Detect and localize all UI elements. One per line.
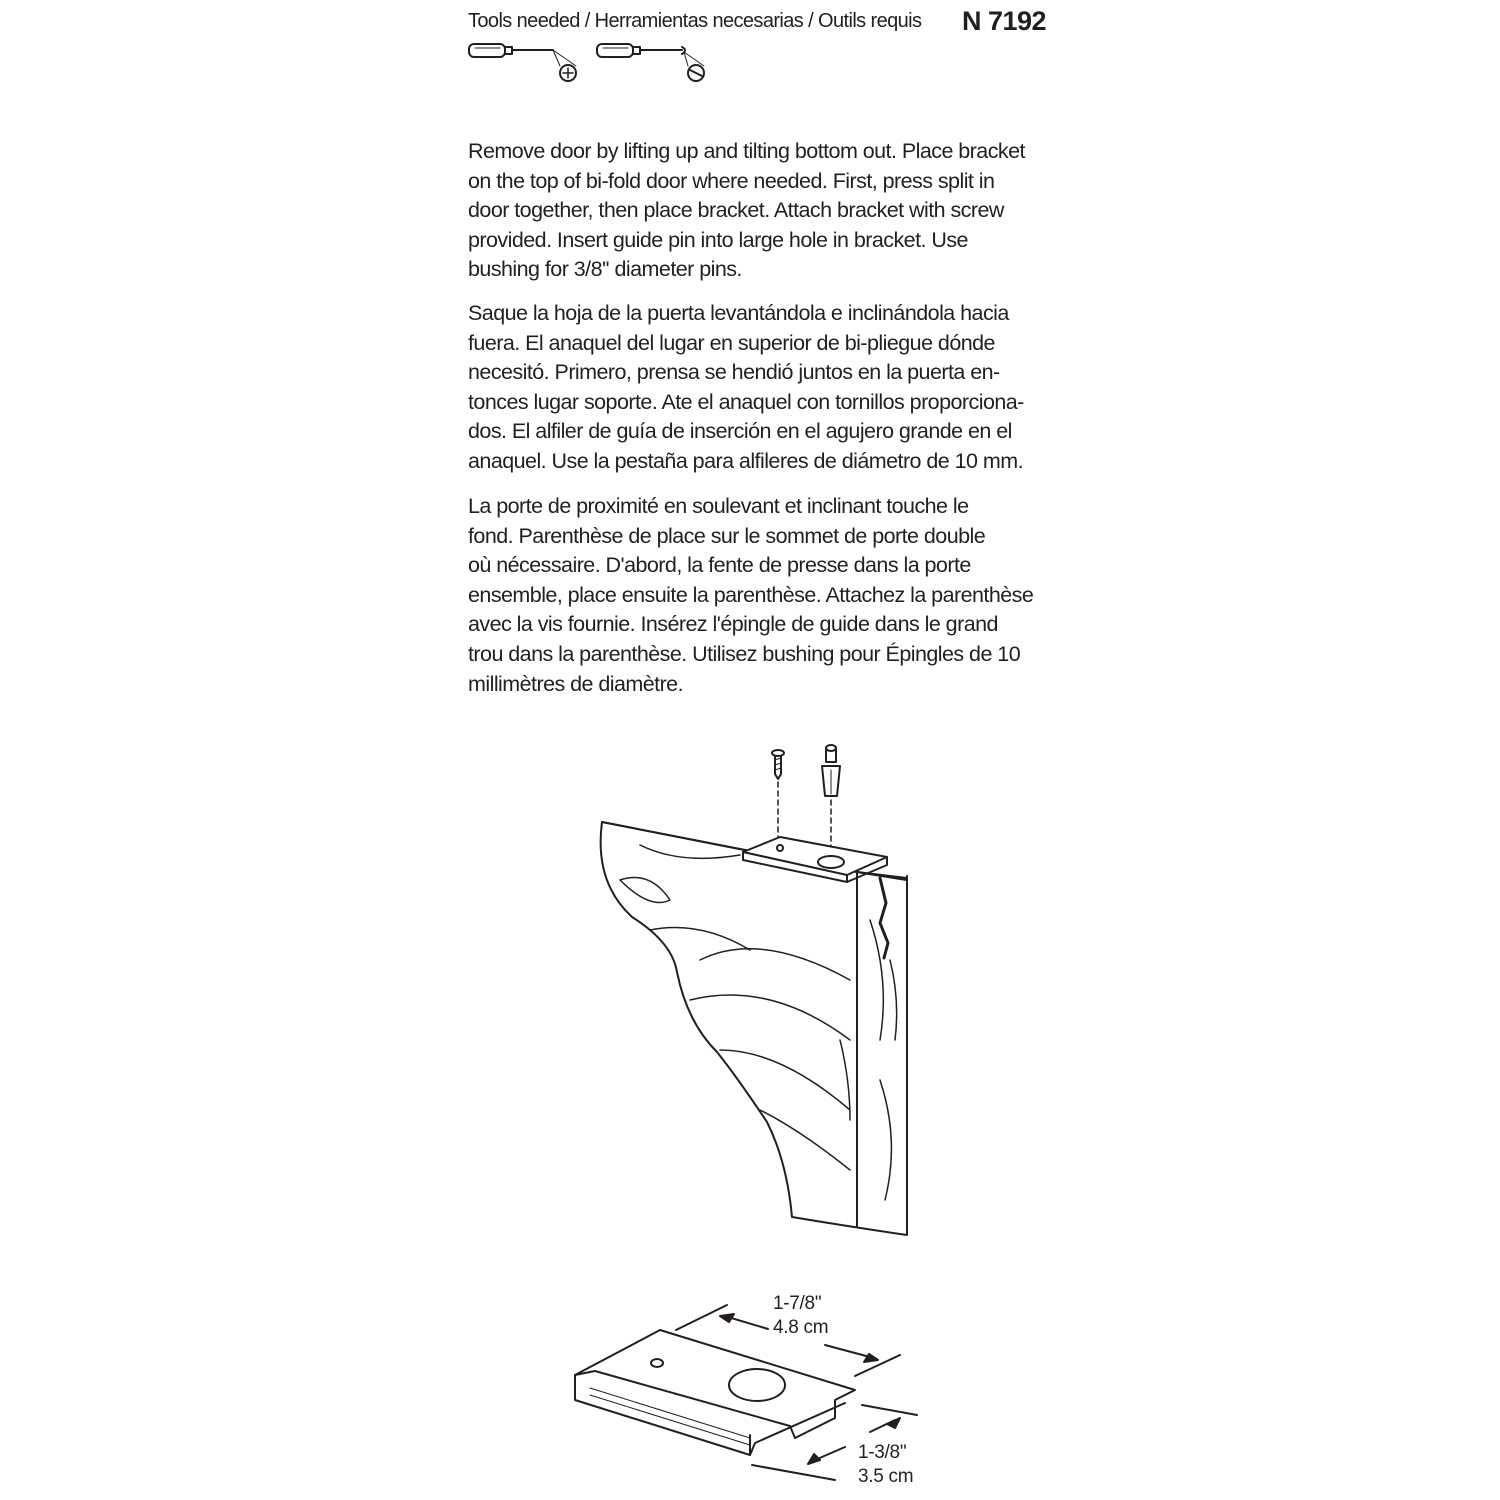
text-line: dos. El alfiler de guía de inserción en el agujero grande en el	[468, 419, 1012, 444]
text-line: Remove door by lifting up and tilting bottom out. Place bracket	[468, 139, 1025, 163]
text-line: door together, then place bracket. Attach bracket with screw	[468, 198, 1004, 223]
phillips-screwdriver-icon	[469, 44, 576, 81]
text-line: millimètres de diamètre.	[468, 671, 684, 696]
text-line: necesitó. Primero, prensa se hendió juntos en la puerta en-	[468, 360, 1000, 385]
length-cm: 4.8 cm	[773, 1317, 829, 1338]
guide-pin-icon	[822, 745, 840, 858]
text-line: trou dans la parenthèse. Utilisez bushing pour Épingles de 10	[468, 641, 1021, 666]
instructions-english	[468, 137, 1025, 285]
width-cm: 3.5 cm	[858, 1466, 914, 1487]
text-line: avec la vis fournie. Insérez l'épingle de guide dans le grand	[468, 612, 998, 637]
text-line: on the top of bi-fold door where needed. First, press split in	[468, 168, 995, 193]
screw-icon	[772, 750, 784, 842]
text-line: où nécessaire. D'abord, la fente de presse dans la porte	[468, 553, 971, 578]
text-line: bushing for 3/8'' diameter pins.	[468, 257, 742, 282]
text-line: fuera. El anaquel del lugar en superior de bi-pliegue dónde	[468, 330, 995, 355]
instructions-french	[468, 492, 1033, 699]
length-inches: 1-7/8''	[773, 1293, 822, 1314]
instructions-spanish	[468, 299, 1024, 477]
text-line: provided. Insert guide pin into large hole in bracket. Use	[468, 227, 968, 252]
text-line: Saque la hoja de la puerta levantándola e inclinándola hacia	[468, 301, 1009, 325]
flathead-screwdriver-icon	[597, 44, 704, 81]
width-dimension-label	[858, 1441, 913, 1489]
text-line: La porte de proximité en soulevant et inclinant touche le	[468, 494, 969, 518]
model-number: N 7192	[962, 6, 1047, 36]
width-inches: 1-3/8''	[858, 1442, 907, 1463]
text-line: fond. Parenthèse de place sur le sommet de porte double	[468, 523, 986, 548]
text-line: ensemble, place ensuite la parenthèse. Attachez la parenthèse	[468, 582, 1034, 607]
text-line: tonces lugar soporte. Ate el anaquel con tornillos proporciona-	[468, 389, 1024, 414]
text-line: anaquel. Use la pestaña para alfileres de diámetro de 10 mm.	[468, 448, 1024, 473]
length-dimension-label	[773, 1292, 828, 1340]
bifold-door-illustration	[601, 822, 907, 1235]
tools-needed-label: Tools needed / Herramientas necesarias / Outils requis	[468, 10, 922, 32]
